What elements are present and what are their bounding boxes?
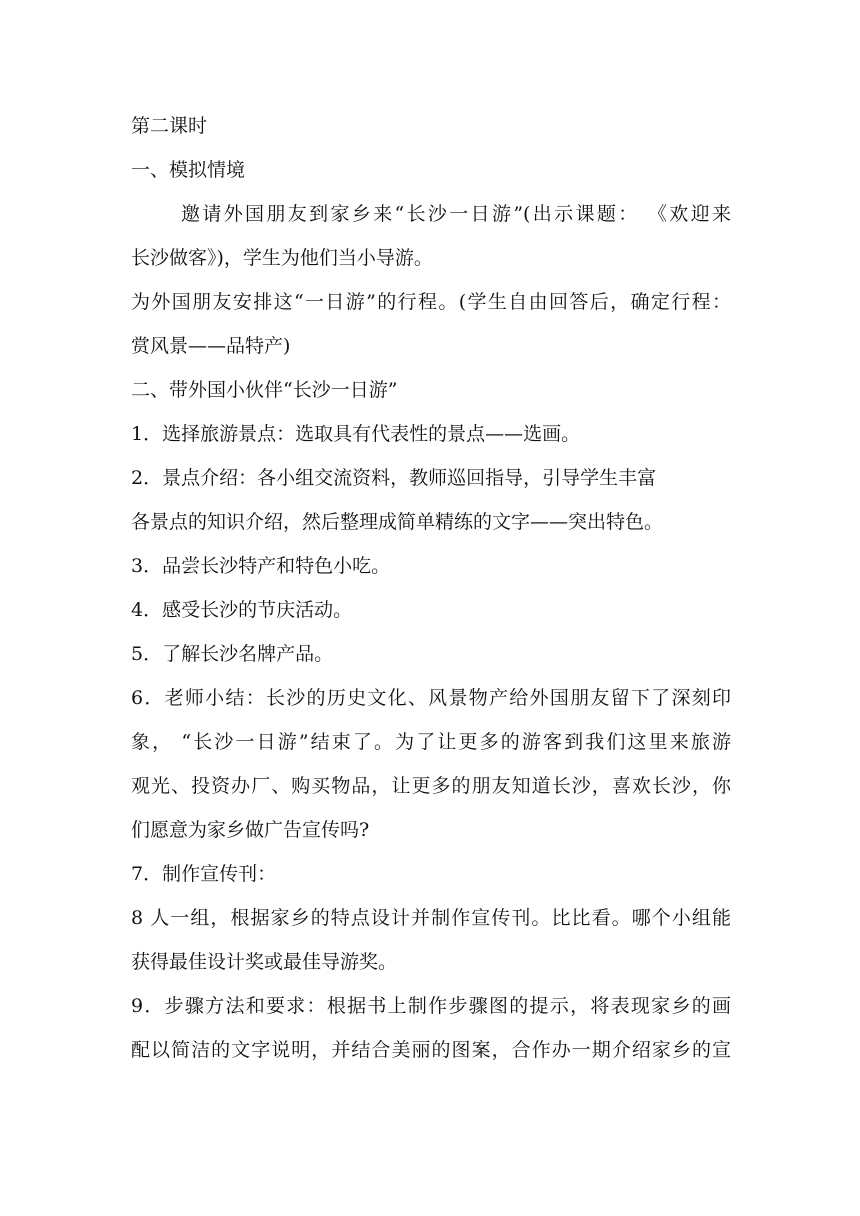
list-item-7: 7．制作宣传刊： (131, 863, 277, 885)
list-item-4: 4．感受长沙的节庆活动。 (131, 599, 353, 621)
list-item-5: 5．了解长沙名牌产品。 (131, 643, 334, 665)
list-item-9-line-1: 9．步骤方法和要求：根据书上制作步骤图的提示，将表现家乡的画 (131, 995, 731, 1017)
lesson-heading: 第二课时 (131, 115, 208, 137)
list-item-6-line-1: 6．老师小结：长沙的历史文化、风景物产给外国朋友留下了深刻印 (131, 687, 731, 709)
list-item-6-line-2: 象， “长沙一日游”结束了。为了让更多的游客到我们这里来旅游 (131, 731, 731, 753)
document-body (131, 112, 731, 1080)
list-item-2-line-1: 2．景点介绍：各小组交流资料，教师巡回指导，引导学生丰富 (131, 467, 657, 489)
section-1-title: 一、模拟情境 (131, 159, 246, 181)
intro-line-2: 长沙做客》)，学生为他们当小导游。 (131, 247, 433, 269)
list-item-2-line-2: 各景点的知识介绍，然后整理成简单精练的文字——突出特色。 (131, 511, 664, 533)
plan-line-1: 为外国朋友安排这“一日游”的行程。(学生自由回答后，确定行程： (131, 291, 731, 313)
intro-line-1: 邀请外国朋友到家乡来“长沙一日游”(出示课题： 《欢迎来 (181, 203, 731, 225)
list-item-8-line-2: 获得最佳设计奖或最佳导游奖。 (131, 951, 398, 973)
plan-line-2: 赏风景——品特产) (131, 335, 291, 357)
list-item-8-line-1: 8 人一组，根据家乡的特点设计并制作宣传刊。比比看。哪个小组能 (131, 907, 731, 929)
list-item-1: 1．选择旅游景点：选取具有代表性的景点——选画。 (131, 423, 581, 445)
list-item-6-line-3: 观光、投资办厂、购买物品，让更多的朋友知道长沙，喜欢长沙，你 (131, 775, 731, 797)
list-item-3: 3．品尝长沙特产和特色小吃。 (131, 555, 391, 577)
section-2-title: 二、带外国小伙伴“长沙一日游” (131, 379, 398, 401)
list-item-9-line-2: 配以简洁的文字说明，并结合美丽的图案，合作办一期介绍家乡的宣 (131, 1039, 731, 1061)
list-item-6-line-4: 们愿意为家乡做广告宣传吗? (131, 819, 370, 841)
